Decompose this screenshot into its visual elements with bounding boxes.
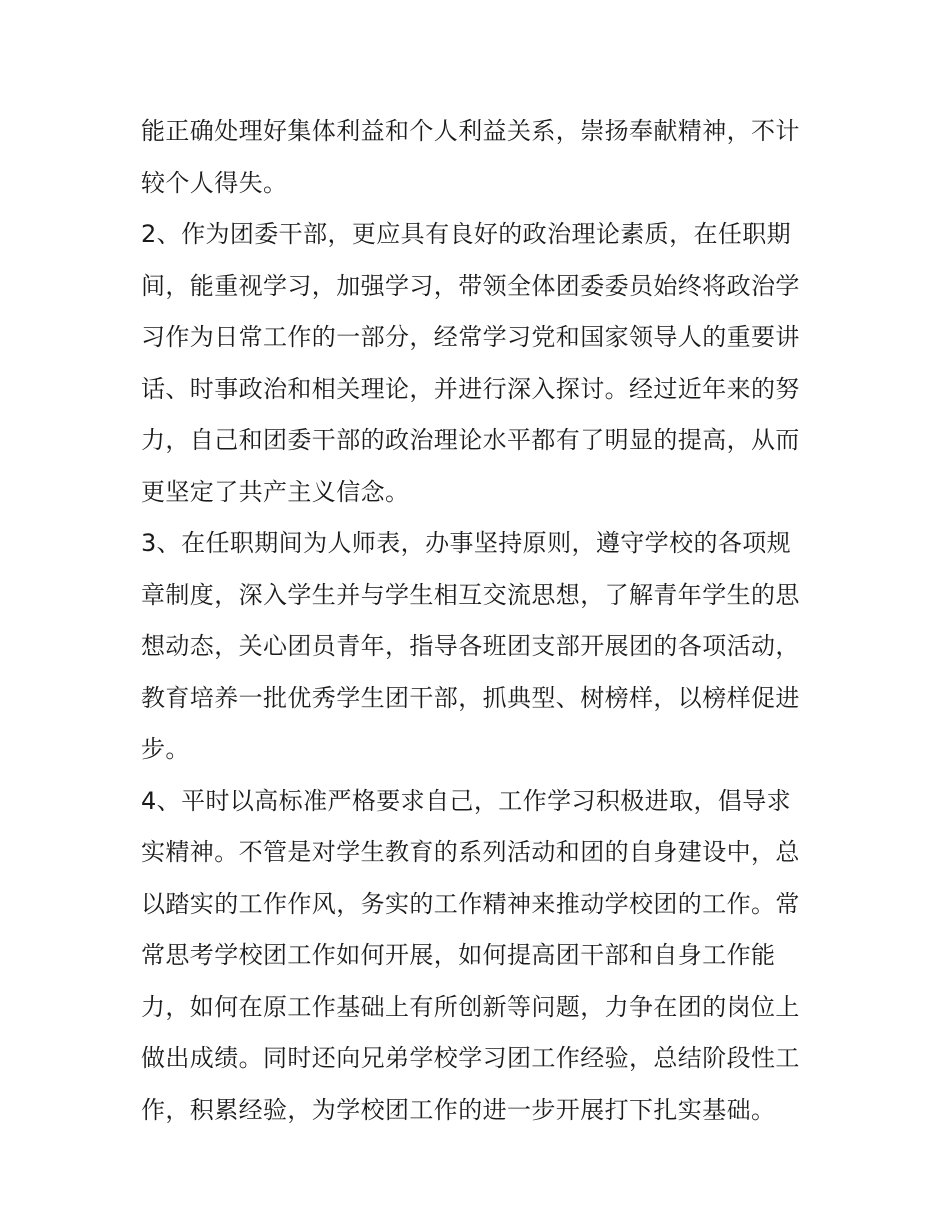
text-line: 2、作为团委干部，更应具有良好的政治理论素质，在任职期 — [141, 220, 792, 248]
text-line: 想动态，关心团员青年，指导各班团支部开展团的各项活动， — [141, 632, 800, 660]
text-line: 习作为日常工作的一部分，经常学习党和国家领导人的重要讲 — [141, 323, 800, 351]
text-line: 话、时事政治和相关理论，并进行深入探讨。经过近年来的努 — [141, 374, 800, 403]
text-line: 作，积累经验，为学校团工作的进一步开展打下扎实基础。 — [141, 1095, 776, 1124]
text-line: 更坚定了共产主义信念。 — [141, 477, 410, 506]
body-text — [141, 106, 813, 1136]
text-line: 章制度，深入学生并与学生相互交流思想，了解青年学生的思 — [141, 580, 800, 609]
text-line: 较个人得失。 — [141, 168, 288, 197]
text-line: 力，自己和团委干部的政治理论水平都有了明显的提高，从而 — [141, 426, 800, 454]
text-line: 间，能重视学习，加强学习，带领全体团委委员始终将政治学 — [141, 271, 800, 300]
text-line: 教育培养一批优秀学生团干部，抓典型、树榜样，以榜样促进 — [141, 683, 800, 712]
text-line: 能正确处理好集体利益和个人利益关系，崇扬奉献精神，不计 — [141, 117, 800, 145]
text-line: 力，如何在原工作基础上有所创新等问题，力争在团的岗位上 — [141, 992, 800, 1021]
text-line: 常思考学校团工作如何开展，如何提高团干部和自身工作能 — [141, 941, 776, 969]
text-line: 4、平时以高标准严格要求自己，工作学习积极进取，倡导求 — [141, 786, 792, 815]
text-line: 步。 — [141, 735, 190, 763]
text-line: 以踏实的工作作风，务实的工作精神来推动学校团的工作。常 — [141, 889, 800, 918]
text-line: 做出成绩。同时还向兄弟学校学习团工作经验，总结阶段性工 — [141, 1044, 800, 1072]
text-line: 3、在任职期间为人师表，办事坚持原则，遵守学校的各项规 — [141, 529, 792, 557]
text-line: 实精神。不管是对学生教育的系列活动和团的自身建设中，总 — [141, 838, 800, 866]
